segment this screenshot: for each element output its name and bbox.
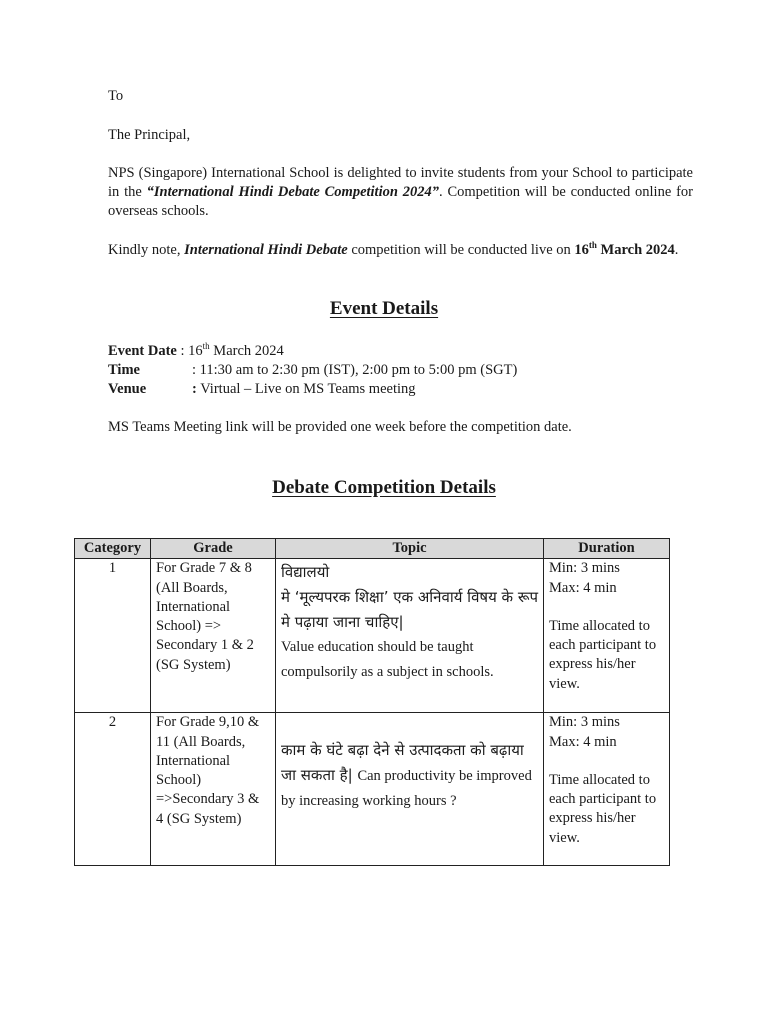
duration-cell: [544, 713, 670, 866]
grade-cell: For Grade 9,10 & 11 (All Boards, International School) =>Secondary 3 & 4 (SG System): [151, 713, 276, 866]
category-cell: 1: [75, 559, 151, 713]
topic-hindi-line2: मे ‘मूल्यपरक शिक्षा’ एक अनिवार्य विषय के रूप मे पढ़ाया जाना चाहिए|: [281, 588, 539, 632]
event-time-row: [108, 361, 517, 380]
topic-english: Can productivity be improved by increasing working hours ?: [281, 768, 532, 810]
event-time-value: : 11:30 am to 2:30 pm (IST), 2:00 pm to 5:00 pm (SGT): [192, 362, 518, 378]
event-date-value: : 16th March 2024: [176, 341, 284, 359]
event-time-label: Time: [108, 362, 140, 378]
duration-note: Time allocated to each participant to express his/her view.: [549, 771, 657, 846]
topic-hindi: काम के घंटे बढ़ा देने से उत्पादकता को बढ़ाया जा सकता है|: [281, 741, 524, 785]
competition-table: [74, 538, 670, 866]
topic-cell: [276, 713, 544, 866]
topic-english: Value education should be taught compulsorily as a subject in schools.: [281, 639, 494, 681]
table-header-row: [75, 539, 670, 559]
duration-max: Max: 4 min: [549, 733, 617, 750]
topic-hindi-line1: विद्यालयो: [281, 563, 330, 582]
note-paragraph: Kindly note, International Hindi Debate competition will be conducted live on 16th March 2024.: [108, 240, 679, 258]
grade-cell: For Grade 7 & 8 (All Boards, International School) => Secondary 1 & 2 (SG System): [151, 559, 276, 713]
teams-link-note: MS Teams Meeting link will be provided one week before the competition date.: [108, 419, 572, 435]
column-header-category: Category: [75, 539, 151, 559]
column-header-topic: Topic: [276, 539, 544, 559]
topic-text: [281, 738, 538, 813]
event-venue-value: Virtual – Live on MS Teams meeting: [196, 381, 416, 397]
salutation: The Principal,: [108, 127, 191, 143]
debate-details-heading: Debate Competition Details: [272, 477, 496, 498]
duration-min: Min: 3 mins: [549, 714, 620, 731]
intro-paragraph: NPS (Singapore) International School is delighted to invite students from your School to participate in the “International Hindi Debate Competition 2024”. Competition will be conducted online for overseas schools.: [108, 165, 693, 219]
table-row: [75, 559, 670, 713]
event-date-row: [108, 342, 284, 361]
table-row: [75, 713, 670, 866]
column-header-duration: Duration: [544, 539, 670, 559]
duration-cell: [544, 559, 670, 713]
category-cell: 2: [75, 713, 151, 866]
event-venue-label: Venue: [108, 381, 147, 397]
competition-name: International Hindi Debate: [184, 242, 348, 258]
column-header-grade: Grade: [151, 539, 276, 559]
duration-note: Time allocated to each participant to express his/her view.: [549, 617, 657, 692]
event-venue-row: Venue : Virtual – Live on MS Teams meeting: [108, 381, 416, 397]
competition-title: “International Hindi Debate Competition 2024”: [146, 184, 439, 200]
event-date-label: Event Date: [108, 343, 177, 359]
duration-max: Max: 4 min: [549, 579, 617, 596]
addressee-to: To: [108, 88, 124, 104]
competition-date: 16th March 2024: [574, 240, 675, 258]
duration-min: Min: 3 mins: [549, 560, 620, 577]
topic-cell: [276, 559, 544, 713]
event-details-heading: Event Details: [329, 298, 439, 319]
